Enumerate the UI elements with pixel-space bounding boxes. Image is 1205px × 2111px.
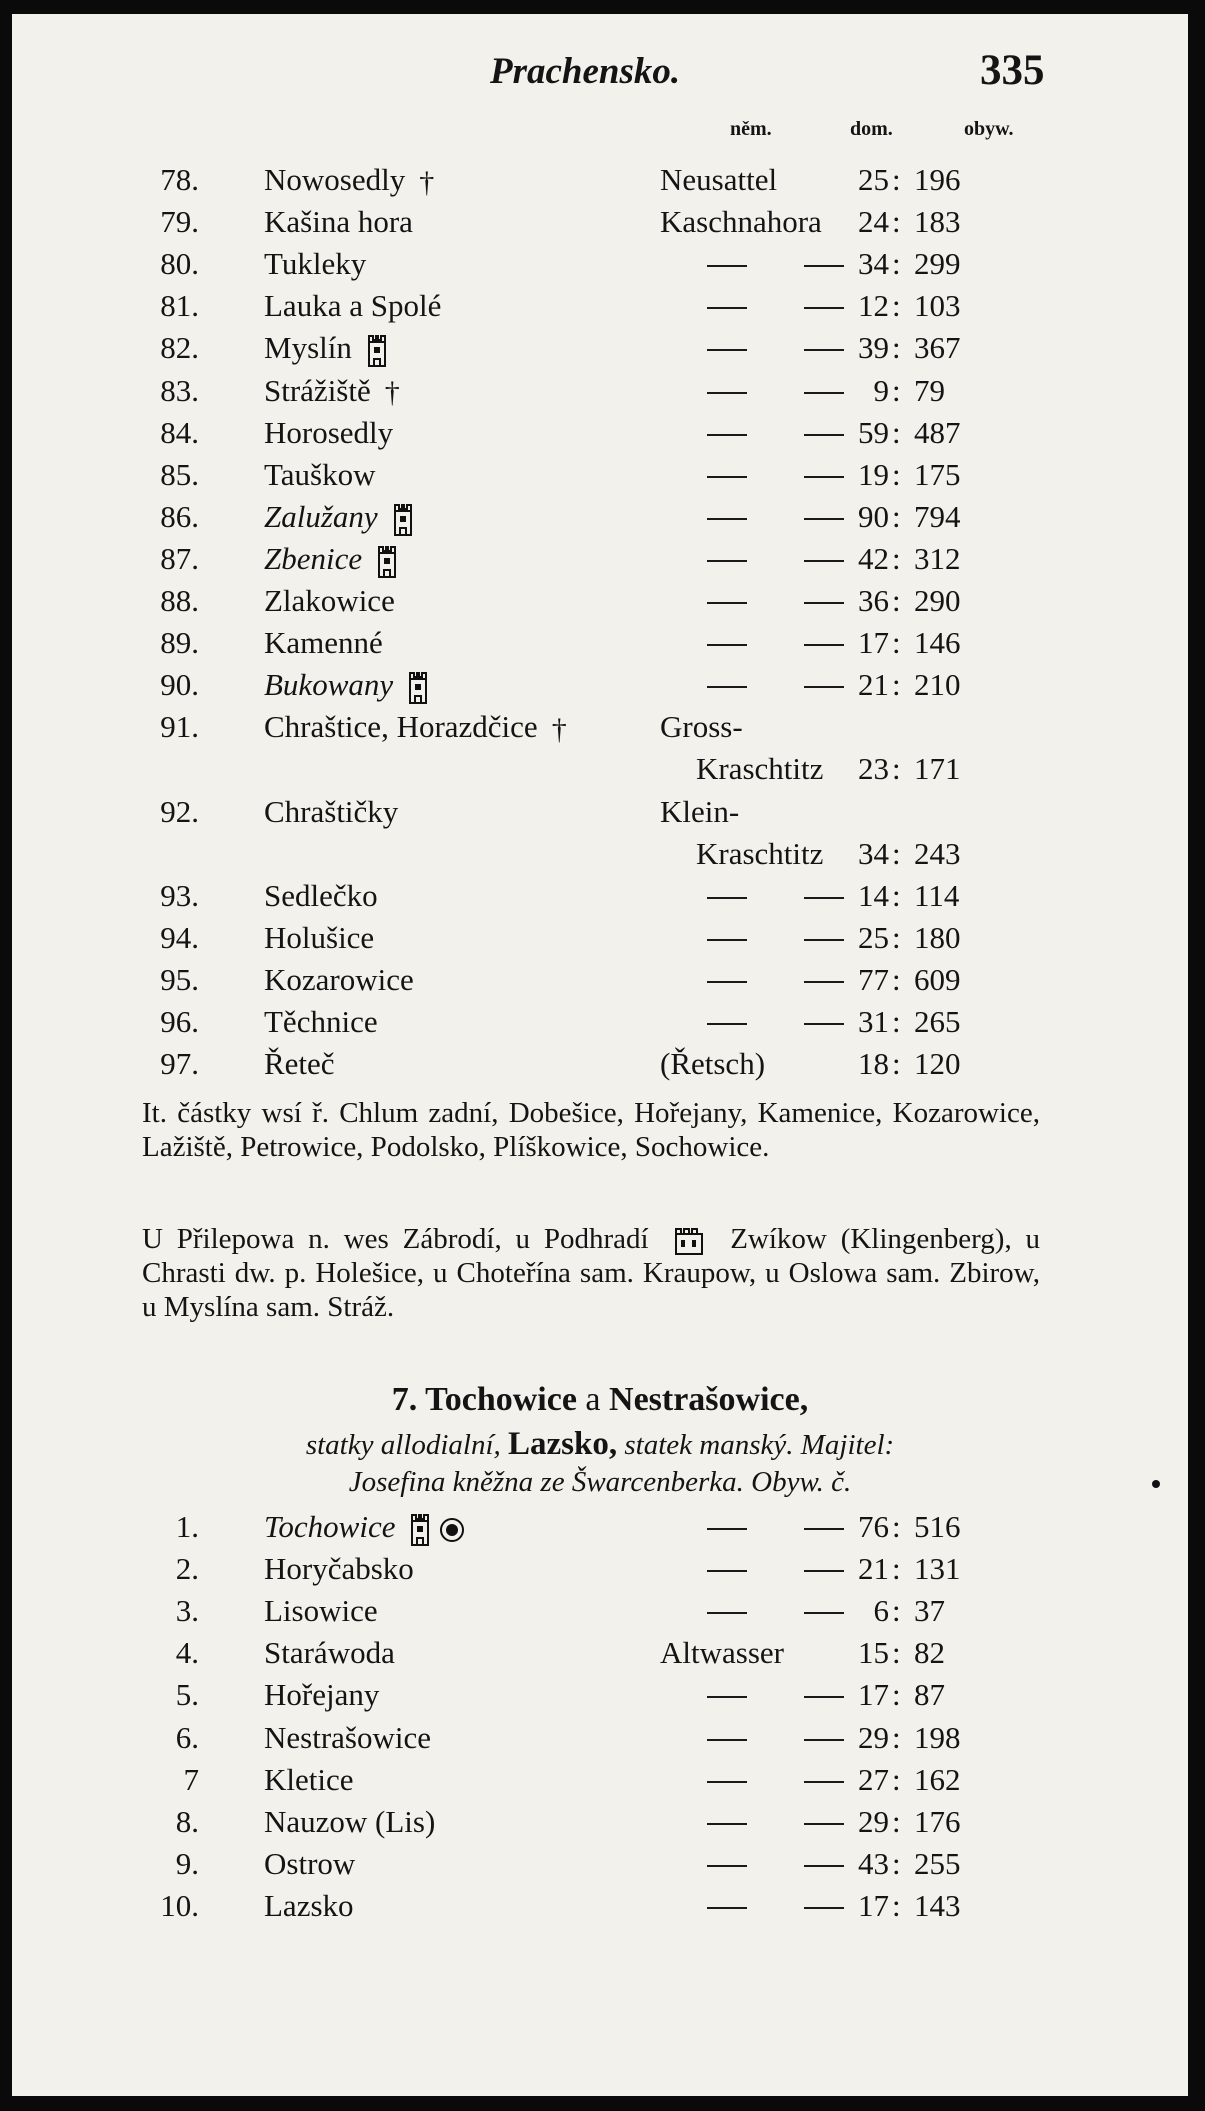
colon-separator: : xyxy=(892,1509,901,1544)
house-count: 24 xyxy=(858,204,889,240)
inhabitant-count: 175 xyxy=(914,456,961,492)
page-number: 335 xyxy=(980,47,1045,94)
village-name xyxy=(264,1677,379,1713)
colon-separator: : xyxy=(892,877,901,913)
row-number: 83. xyxy=(160,372,199,408)
inhabitant-count: 79 xyxy=(914,372,945,408)
colon-separator: : xyxy=(892,162,901,197)
ditto-dash xyxy=(707,1865,747,1867)
row-number: 82. xyxy=(160,330,199,366)
colon-separator: : xyxy=(892,1593,901,1629)
house-count: 76 xyxy=(858,1509,889,1544)
village-name-text: Řeteč xyxy=(264,1046,335,1082)
ditto-dash xyxy=(707,1739,747,1741)
row-number: 1. xyxy=(175,1509,199,1544)
colon-separator: : xyxy=(892,961,901,997)
house-count: 43 xyxy=(858,1845,889,1881)
german-name: (Řetsch) xyxy=(660,1046,766,1082)
ditto-dash xyxy=(804,1612,844,1614)
house-count: 21 xyxy=(858,1551,889,1587)
estate-type-manor: statek manský. Majitel: xyxy=(624,1429,895,1461)
table-row xyxy=(12,1720,1188,1760)
inhabitant-count: 82 xyxy=(914,1635,945,1671)
inhabitant-count: 367 xyxy=(914,330,961,366)
ditto-dash xyxy=(804,1823,844,1825)
colon-separator: : xyxy=(892,835,901,871)
colon-separator: : xyxy=(892,1887,901,1923)
row-number: 85. xyxy=(160,456,199,492)
house-count: 29 xyxy=(858,1719,889,1755)
column-header-houses: dom. xyxy=(850,118,893,140)
church-cross-icon: † xyxy=(419,165,435,199)
village-name-text: Zbenice xyxy=(264,540,363,576)
row-number: 86. xyxy=(160,498,199,534)
colon-separator: : xyxy=(892,246,901,282)
ditto-dash xyxy=(804,1907,844,1909)
ditto-dash xyxy=(707,1570,747,1572)
village-name xyxy=(264,1804,435,1840)
book-page xyxy=(12,14,1188,2096)
house-count: 59 xyxy=(858,414,889,450)
table-row xyxy=(12,1846,1188,1886)
village-name-text: Nowosedly xyxy=(264,162,406,197)
inhabitant-count: 243 xyxy=(914,835,961,871)
house-count: 34 xyxy=(858,246,889,282)
estate-type: statky allodialní, xyxy=(305,1429,501,1461)
section-7-estate-a: Tochowice xyxy=(425,1381,577,1418)
inhabitant-count: 265 xyxy=(914,1004,961,1039)
village-name-text: Tochowice xyxy=(264,1509,396,1544)
house-count: 17 xyxy=(858,1677,889,1713)
colon-separator: : xyxy=(892,456,901,492)
inhabitant-count: 131 xyxy=(914,1551,961,1587)
village-name-text: Horyčabsko xyxy=(264,1551,414,1587)
village-name-text: Lisowice xyxy=(264,1593,378,1629)
ditto-dash xyxy=(804,1570,844,1572)
village-name xyxy=(264,1762,354,1798)
running-title: Prachensko. xyxy=(490,51,681,92)
colon-separator: : xyxy=(892,667,901,703)
house-count: 34 xyxy=(858,835,889,871)
village-name-text: Sedlečko xyxy=(264,877,378,913)
village-name xyxy=(264,1720,431,1756)
ditto-dash xyxy=(707,1696,747,1698)
house-count: 14 xyxy=(858,877,889,913)
inhabitant-count: 210 xyxy=(914,667,961,703)
table-row xyxy=(12,1635,1188,1675)
column-header-german: něm. xyxy=(730,118,772,140)
section-7-number: 7. xyxy=(391,1381,418,1418)
ditto-dash xyxy=(804,1781,844,1783)
row-number: 8. xyxy=(175,1803,199,1839)
row-number: 90. xyxy=(160,667,199,703)
section-7-and: a xyxy=(585,1381,601,1418)
inhabitant-count: 609 xyxy=(914,961,961,997)
village-name xyxy=(264,1593,378,1629)
house-count: 6 xyxy=(873,1593,889,1629)
village-name-text: Myslín xyxy=(264,330,352,366)
colon-separator: : xyxy=(892,1046,901,1082)
house-count: 15 xyxy=(858,1635,889,1671)
inhabitant-count: 103 xyxy=(914,288,961,324)
inhabitant-count: 176 xyxy=(914,1803,961,1839)
house-count: 77 xyxy=(858,961,889,997)
ditto-dash xyxy=(804,1865,844,1867)
colon-separator: : xyxy=(892,1004,901,1039)
row-number: 97. xyxy=(160,1046,199,1082)
row-number: 2. xyxy=(175,1551,199,1587)
paragraph-settlements-start: U Přilepowa n. wes Zábrodí, u Podhradí xyxy=(142,1223,649,1255)
inhabitant-count: 171 xyxy=(914,751,961,787)
inhabitant-count: 180 xyxy=(914,919,961,955)
village-name xyxy=(264,1846,355,1882)
house-count: 29 xyxy=(858,1803,889,1839)
german-name: Gross- xyxy=(660,709,743,745)
colon-separator: : xyxy=(892,1551,901,1587)
inhabitant-count: 516 xyxy=(914,1509,961,1544)
row-number: 91. xyxy=(160,709,199,745)
church-cross-icon: † xyxy=(551,713,567,747)
house-count: 31 xyxy=(858,1004,889,1039)
colon-separator: : xyxy=(892,1845,901,1881)
row-number: 3. xyxy=(175,1593,199,1629)
row-number: 79. xyxy=(160,204,199,240)
ditto-dash xyxy=(707,1528,747,1530)
inhabitant-count: 196 xyxy=(914,162,961,197)
house-count: 17 xyxy=(858,1887,889,1923)
house-count: 27 xyxy=(858,1761,889,1797)
table-row xyxy=(12,1888,1188,1928)
estate-lazsko: Lazsko, xyxy=(508,1426,618,1462)
paragraph-settlements-end: Zwíkow (Klingenberg), u Chrasti dw. p. Holešice, u Choteřína sam. Kraupow, u Oslowa sam. Zbirow, u Myslína sam. Stráž. xyxy=(142,1223,1041,1324)
colon-separator: : xyxy=(892,1761,901,1797)
row-number: 9. xyxy=(175,1845,199,1881)
village-name-text: Ostrow xyxy=(264,1845,356,1881)
german-name: Neusattel xyxy=(660,162,778,197)
inhabitant-count: 312 xyxy=(914,540,961,576)
row-number: 10. xyxy=(160,1887,199,1923)
colon-separator: : xyxy=(892,919,901,955)
inhabitant-count: 299 xyxy=(914,246,961,282)
ditto-dash xyxy=(707,1612,747,1614)
colon-separator: : xyxy=(892,330,901,366)
row-number: 96. xyxy=(160,1004,199,1039)
church-cross-icon: † xyxy=(384,376,400,410)
ditto-dash xyxy=(707,1907,747,1909)
village-name-text: Lauka a Spolé xyxy=(264,288,442,324)
house-count: 9 xyxy=(873,372,889,408)
ditto-dash xyxy=(707,1823,747,1825)
row-number: 7 xyxy=(183,1761,199,1797)
village-name-text: Staráwoda xyxy=(264,1635,395,1671)
village-name xyxy=(264,1551,414,1587)
target-icon xyxy=(439,1517,465,1543)
section-7-estate-b: Nestrašowice, xyxy=(609,1381,809,1418)
colon-separator: : xyxy=(892,372,901,408)
house-count: 42 xyxy=(858,540,889,576)
house-count: 25 xyxy=(858,162,889,197)
row-number: 80. xyxy=(160,246,199,282)
inhabitant-count: 290 xyxy=(914,583,961,618)
village-name-text: Těchnice xyxy=(264,1004,378,1039)
house-count: 23 xyxy=(858,751,889,787)
village-name-text: Kamenné xyxy=(264,625,383,661)
inhabitant-count: 162 xyxy=(914,1761,961,1797)
village-name-text: Kašina hora xyxy=(264,204,413,240)
castle-icon xyxy=(409,1513,431,1547)
inhabitant-count: 114 xyxy=(914,877,960,913)
column-header-inhabitants: obyw. xyxy=(964,118,1014,140)
inhabitant-count: 87 xyxy=(914,1677,945,1713)
house-count: 18 xyxy=(858,1046,889,1082)
row-number: 87. xyxy=(160,540,199,576)
inhabitant-count: 146 xyxy=(914,625,961,661)
table-row xyxy=(12,1551,1188,1591)
village-name-text: Chraštičky xyxy=(264,793,399,829)
german-name: Altwasser xyxy=(660,1635,784,1671)
house-count: 25 xyxy=(858,919,889,955)
print-speck xyxy=(1152,1480,1160,1488)
village-name-text: Lazsko xyxy=(264,1887,354,1923)
village-name-text: Nestrašowice xyxy=(264,1719,431,1755)
inhabitant-count: 487 xyxy=(914,414,961,450)
german-name: Kaschnahora xyxy=(660,204,822,240)
village-name xyxy=(264,1635,395,1671)
village-name-text: Kletice xyxy=(264,1761,354,1797)
row-number: 89. xyxy=(160,625,199,661)
village-name xyxy=(264,1509,465,1547)
village-name-text: Horosedly xyxy=(264,414,394,450)
colon-separator: : xyxy=(892,414,901,450)
colon-separator: : xyxy=(892,288,901,324)
village-name xyxy=(264,1888,354,1924)
row-number: 4. xyxy=(175,1635,199,1671)
row-number: 81. xyxy=(160,288,199,324)
village-name-text: Tukleky xyxy=(264,246,367,282)
village-name-text: Zalužany xyxy=(264,498,378,534)
german-name: Klein- xyxy=(660,793,740,829)
row-number: 84. xyxy=(160,414,199,450)
village-name-text: Bukowany xyxy=(264,667,394,703)
row-number: 92. xyxy=(160,793,199,829)
table-row xyxy=(12,1804,1188,1844)
village-name-text: Nauzow (Lis) xyxy=(264,1803,436,1839)
house-count: 12 xyxy=(858,288,889,324)
colon-separator: : xyxy=(892,1719,901,1755)
house-count: 21 xyxy=(858,667,889,703)
colon-separator: : xyxy=(892,1677,901,1713)
table-row xyxy=(12,1593,1188,1633)
row-number: 95. xyxy=(160,961,199,997)
village-name-text: Chraštice, Horazdčice xyxy=(264,709,538,745)
inhabitant-count: 198 xyxy=(914,1719,961,1755)
table-row xyxy=(12,1509,1188,1549)
inhabitant-count: 120 xyxy=(914,1046,961,1082)
house-count: 36 xyxy=(858,583,889,618)
row-number: 6. xyxy=(175,1719,199,1755)
inhabitant-count: 794 xyxy=(914,498,961,534)
colon-separator: : xyxy=(892,1635,901,1671)
house-count: 39 xyxy=(858,330,889,366)
ditto-dash xyxy=(804,1739,844,1741)
row-number: 5. xyxy=(175,1677,199,1713)
table-row xyxy=(12,1677,1188,1717)
village-name-text: Holušice xyxy=(264,919,375,955)
colon-separator: : xyxy=(892,583,901,618)
row-number: 78. xyxy=(160,162,199,197)
inhabitant-count: 183 xyxy=(914,204,961,240)
row-number: 88. xyxy=(160,583,199,618)
colon-separator: : xyxy=(892,204,901,240)
row-number: 94. xyxy=(160,919,199,955)
colon-separator: : xyxy=(892,498,901,534)
colon-separator: : xyxy=(892,540,901,576)
house-count: 90 xyxy=(858,498,889,534)
section-7-subtitle-2: Josefina kněžna ze Šwarcenberka. Obyw. č. xyxy=(348,1466,852,1498)
row-number: 93. xyxy=(160,877,199,913)
colon-separator: : xyxy=(892,1803,901,1839)
village-name-text: Hořejany xyxy=(264,1677,380,1713)
village-table-section-7 xyxy=(12,14,1188,2096)
table-row xyxy=(12,1762,1188,1802)
german-name: Kraschtitz xyxy=(696,835,824,871)
colon-separator: : xyxy=(892,751,901,787)
inhabitant-count: 255 xyxy=(914,1845,961,1881)
village-name-text: Strážiště xyxy=(264,372,371,408)
village-name-text: Zlakowice xyxy=(264,583,395,618)
ditto-dash xyxy=(707,1781,747,1783)
village-name-text: Tauškow xyxy=(264,456,376,492)
village-name-text: Kozarowice xyxy=(264,961,414,997)
paragraph-parts: It. částky wsí ř. Chlum zadní, Dobešice, Hořejany, Kamenice, Kozarowice, Lažiště, Petrowice, Podolsko, Plíškowice, Sochowice. xyxy=(142,1097,1040,1163)
house-count: 17 xyxy=(858,625,889,661)
german-name: Kraschtitz xyxy=(696,751,824,787)
house-count: 19 xyxy=(858,456,889,492)
ditto-dash xyxy=(804,1696,844,1698)
inhabitant-count: 143 xyxy=(914,1887,961,1923)
inhabitant-count: 37 xyxy=(914,1593,945,1629)
colon-separator: : xyxy=(892,625,901,661)
ditto-dash xyxy=(804,1528,844,1530)
